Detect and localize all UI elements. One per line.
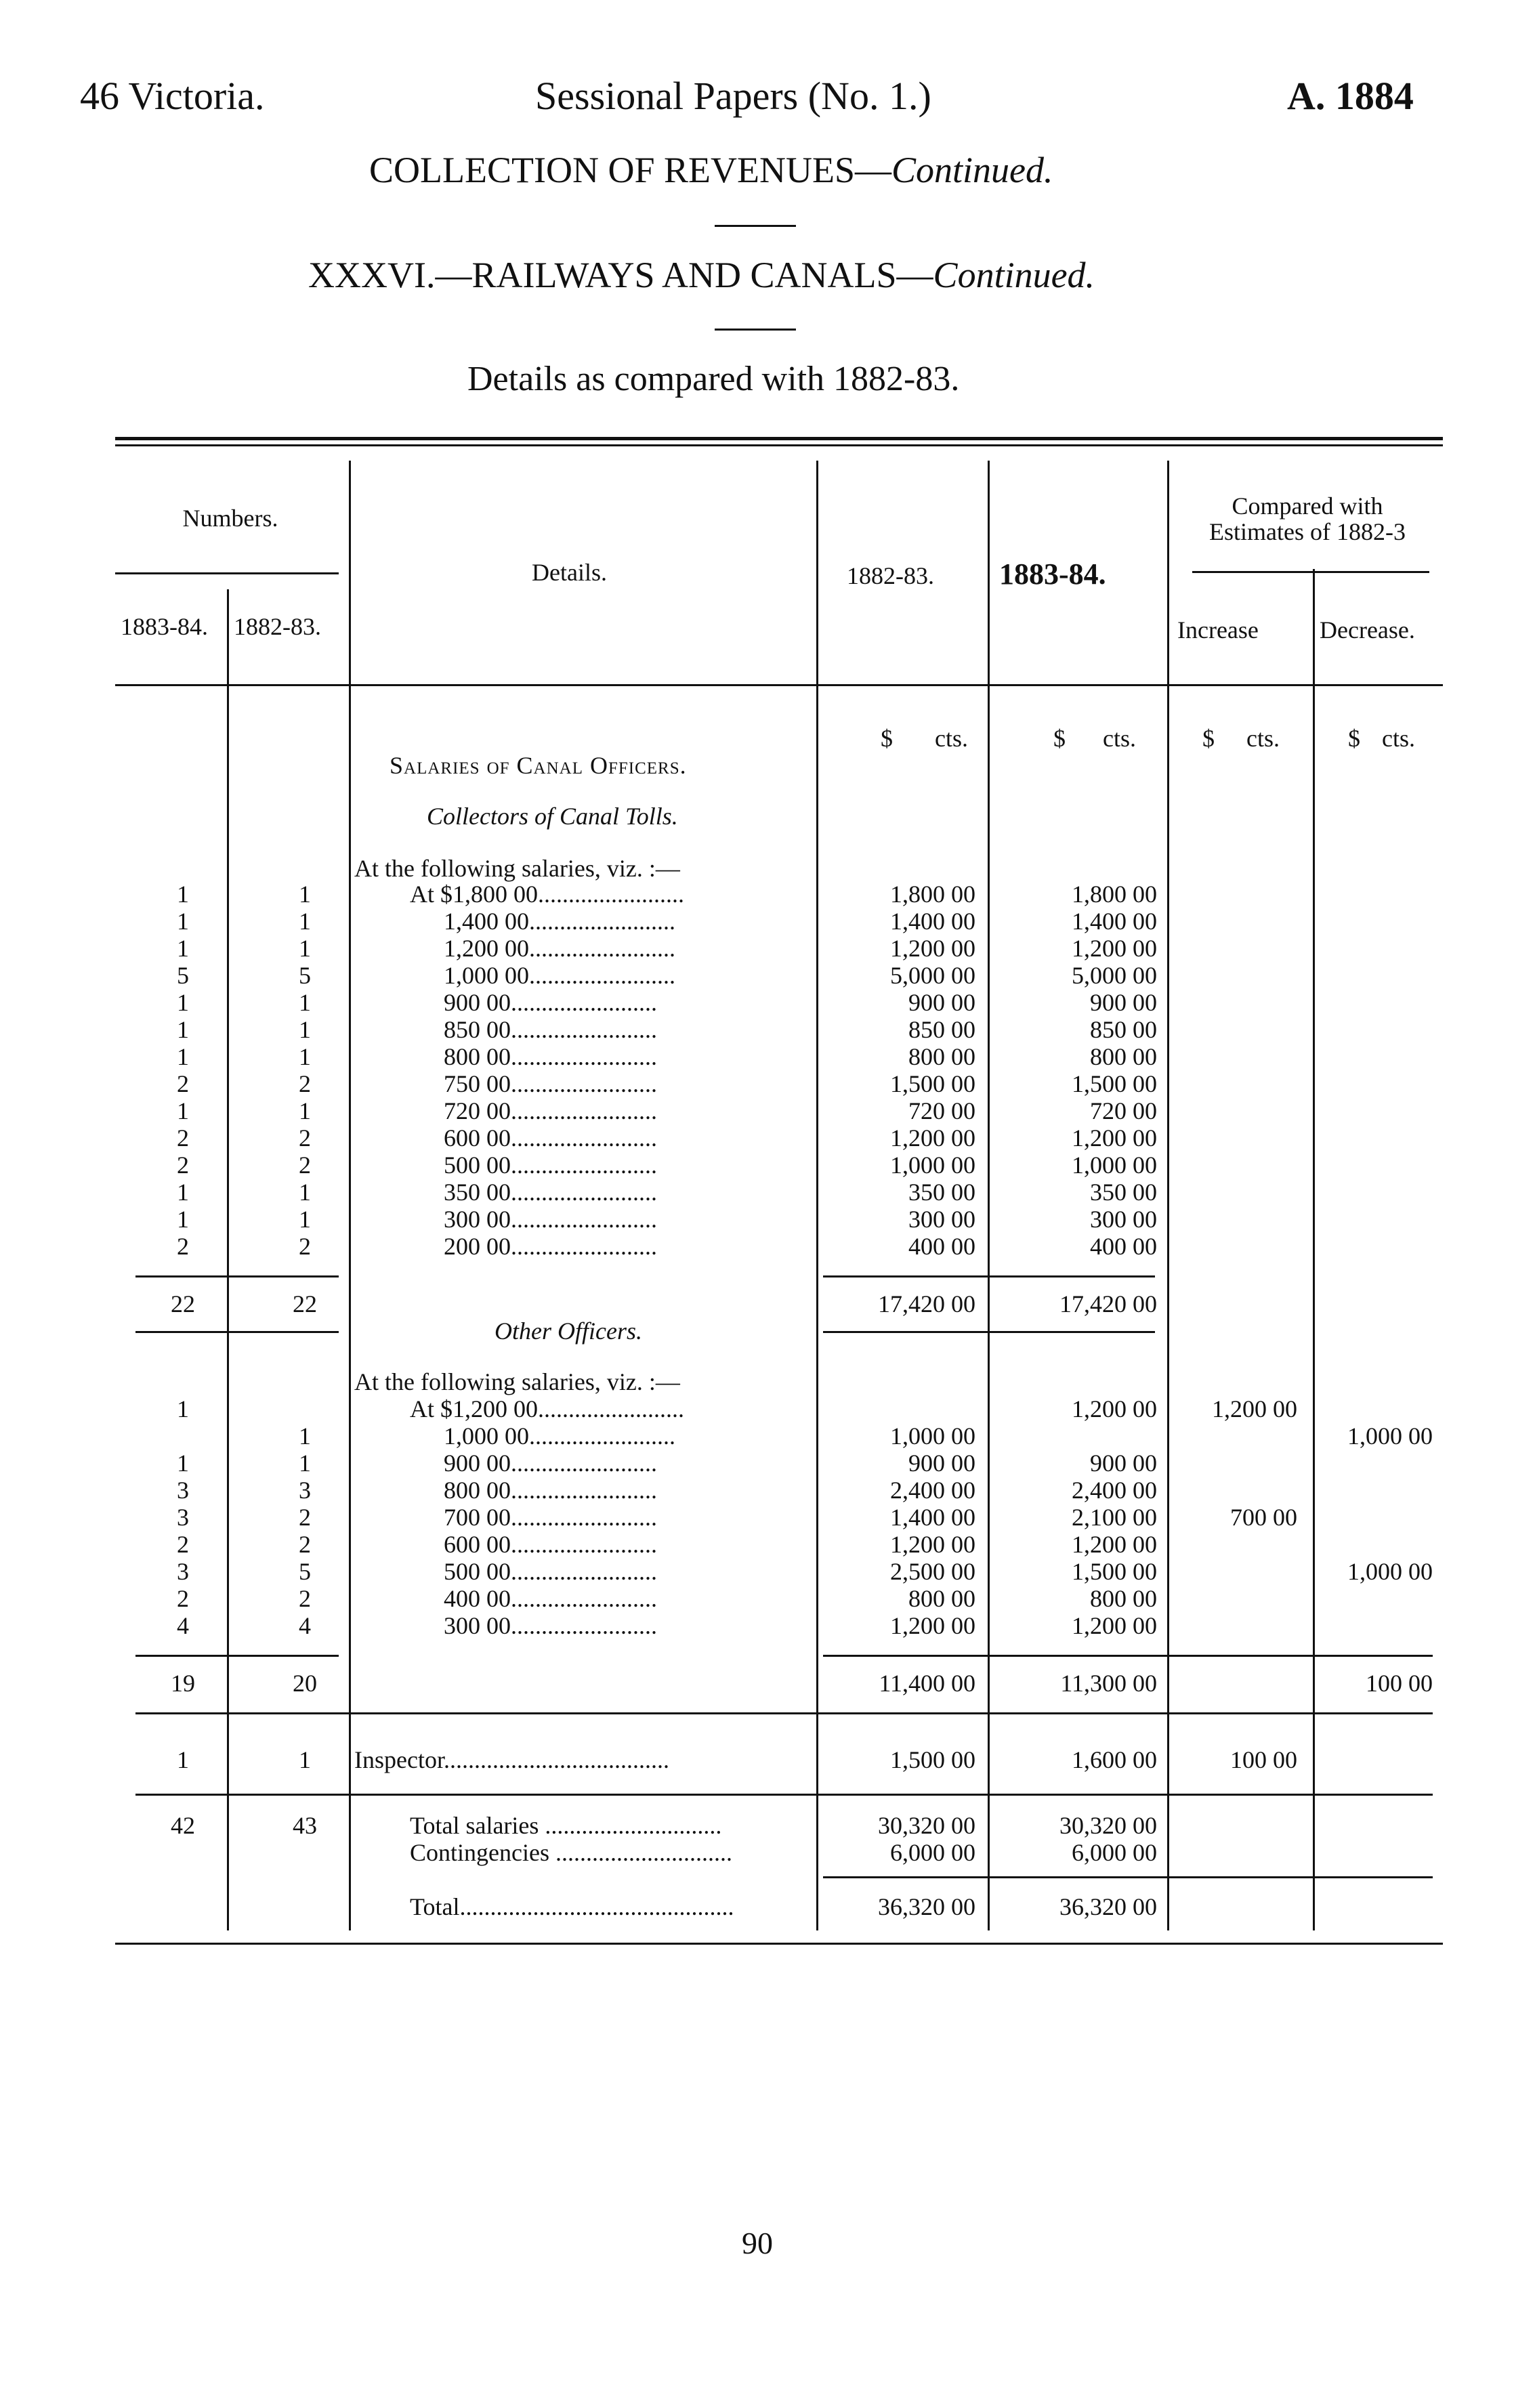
row-v83: 850 00 [908, 1016, 975, 1043]
inspector-v83: 1,500 00 [890, 1746, 975, 1773]
contingencies-text: Contingencies [410, 1839, 549, 1866]
header-compared-2: Estimates of 1882-3 [1209, 518, 1406, 545]
row-label-text: 500 00 [444, 1152, 511, 1179]
row-n84: 3 [177, 1477, 189, 1504]
row-label-text: 800 00 [444, 1043, 511, 1070]
row-label: 350 00........................ [444, 1179, 657, 1206]
s1-total-rule-top [135, 1275, 339, 1277]
section2-intro: At the following salaries, viz. :— [354, 1368, 680, 1395]
unit-dollar-4: $ [1348, 725, 1360, 752]
row-n83: 1 [299, 1422, 311, 1450]
row-n83: 2 [299, 1124, 311, 1152]
row-dec: 1,000 00 [1347, 1422, 1433, 1450]
row-n84: 4 [177, 1612, 189, 1639]
row-label-text: 1,200 00 [444, 935, 529, 962]
row-v84: 800 00 [1090, 1043, 1157, 1070]
row-label-text: 300 00 [444, 1206, 511, 1233]
row-n84: 2 [177, 1070, 189, 1097]
total-salaries-label: Total salaries ............................. [410, 1812, 722, 1839]
row-n84: 1 [177, 989, 189, 1016]
row-v84: 2,100 00 [1072, 1504, 1157, 1531]
row-label: 900 00........................ [444, 989, 657, 1016]
row-v83: 1,400 00 [890, 1504, 975, 1531]
unit-cts-2: cts. [1103, 725, 1136, 752]
header-center: Sessional Papers (No. 1.) [535, 74, 931, 118]
row-label: 200 00........................ [444, 1233, 657, 1260]
row-label: 900 00........................ [444, 1450, 657, 1477]
row-n83: 1 [299, 881, 311, 908]
title-line-2 [308, 254, 1095, 296]
header-num-1883-84: 1883-84. [121, 613, 208, 640]
row-n83: 5 [299, 1558, 311, 1585]
row-n83: 4 [299, 1612, 311, 1639]
row-n83: 2 [299, 1070, 311, 1097]
total-salaries-text: Total salaries [410, 1812, 539, 1839]
row-v84: 400 00 [1090, 1233, 1157, 1260]
details-heading: Details as compared with 1882-83. [467, 360, 960, 398]
row-v83: 1,200 00 [890, 935, 975, 962]
row-label: 800 00........................ [444, 1043, 657, 1070]
row-n83: 2 [299, 1504, 311, 1531]
row-v84: 2,400 00 [1072, 1477, 1157, 1504]
s1-total-v84: 17,420 00 [1059, 1290, 1157, 1317]
table-bottom-rule [115, 1943, 1443, 1945]
row-n83: 2 [299, 1585, 311, 1612]
row-label-text: 900 00 [444, 989, 511, 1016]
s1-total-n83: 22 [293, 1290, 317, 1317]
inspector-inc: 100 00 [1230, 1746, 1297, 1773]
title-main-1: COLLECTION OF REVENUES— [369, 150, 891, 190]
row-label: 500 00........................ [444, 1558, 657, 1585]
row-n83: 1 [299, 1097, 311, 1124]
s1-total-rule-bottom-b [823, 1331, 1155, 1333]
row-n84: 2 [177, 1585, 189, 1612]
header-compared: Compared with [1232, 492, 1383, 520]
row-label: 1,200 00........................ [444, 935, 675, 962]
row-v84: 850 00 [1090, 1016, 1157, 1043]
row-v84: 1,200 00 [1072, 935, 1157, 962]
row-v84: 5,000 00 [1072, 962, 1157, 989]
row-label-text: 900 00 [444, 1450, 511, 1477]
row-v84: 1,500 00 [1072, 1070, 1157, 1097]
row-v83: 2,400 00 [890, 1477, 975, 1504]
title-line-1 [369, 149, 1053, 191]
header-right: A. 1884 [1287, 74, 1414, 118]
section1-heading: Salaries of Canal Officers. [390, 752, 687, 779]
row-n84: 2 [177, 1152, 189, 1179]
row-label-text: 300 00 [444, 1612, 511, 1639]
row-v84: 1,200 00 [1072, 1531, 1157, 1558]
summary-n83: 43 [293, 1812, 317, 1839]
row-n83: 1 [299, 1206, 311, 1233]
row-label: 800 00........................ [444, 1477, 657, 1504]
total-label: Total............................................. [410, 1893, 734, 1920]
page-number: 90 [742, 2226, 773, 2260]
row-n84: 1 [177, 881, 189, 908]
row-label-text: 1,400 00 [444, 908, 529, 935]
row-n83: 1 [299, 935, 311, 962]
row-n84: 2 [177, 1233, 189, 1260]
row-v84: 800 00 [1090, 1585, 1157, 1612]
row-inc: 700 00 [1230, 1504, 1297, 1531]
row-n84: 1 [177, 1395, 189, 1422]
row-n84: 1 [177, 1206, 189, 1233]
row-label-text: 1,000 00 [444, 962, 529, 989]
summary-n84: 42 [171, 1812, 195, 1839]
col-line-c [816, 461, 818, 1930]
row-n84: 1 [177, 1450, 189, 1477]
row-label-text: 720 00 [444, 1097, 511, 1124]
row-v83: 1,400 00 [890, 908, 975, 935]
row-v84: 1,200 00 [1072, 1395, 1157, 1422]
row-n84: 3 [177, 1504, 189, 1531]
row-label: 400 00........................ [444, 1585, 657, 1612]
row-n83: 1 [299, 1016, 311, 1043]
row-v84: 1,400 00 [1072, 908, 1157, 935]
title-continued-1: Continued. [891, 150, 1053, 190]
unit-cts-4: cts. [1382, 725, 1415, 752]
row-v83: 400 00 [908, 1233, 975, 1260]
row-n83: 1 [299, 1450, 311, 1477]
row-label: 300 00........................ [444, 1612, 657, 1639]
row-v83: 5,000 00 [890, 962, 975, 989]
row-n83: 1 [299, 908, 311, 935]
row-n84: 1 [177, 1097, 189, 1124]
unit-cts-1: cts. [935, 725, 968, 752]
row-v84: 1,500 00 [1072, 1558, 1157, 1585]
s2-total-n84: 19 [171, 1670, 195, 1697]
row-label: 1,400 00........................ [444, 908, 675, 935]
total-salaries-v83: 30,320 00 [878, 1812, 975, 1839]
row-v83: 1,800 00 [890, 881, 975, 908]
row-v83: 1,200 00 [890, 1612, 975, 1639]
row-v84: 900 00 [1090, 989, 1157, 1016]
row-v83: 720 00 [908, 1097, 975, 1124]
inspector-label-text: Inspector [354, 1746, 444, 1773]
row-label-text: 200 00 [444, 1233, 511, 1260]
row-inc: 1,200 00 [1212, 1395, 1297, 1422]
inspector-n84: 1 [177, 1746, 189, 1773]
inspector-v84: 1,600 00 [1072, 1746, 1157, 1773]
row-v83: 1,000 00 [890, 1422, 975, 1450]
contingencies-label: Contingencies ............................. [410, 1839, 732, 1866]
title-continued-2: Continued. [933, 255, 1095, 295]
row-v84: 350 00 [1090, 1179, 1157, 1206]
header-decrease: Decrease. [1320, 616, 1415, 643]
s2-total-v84: 11,300 00 [1060, 1670, 1157, 1697]
row-n83: 1 [299, 1043, 311, 1070]
inspector-n83: 1 [299, 1746, 311, 1773]
header-bottom-rule [115, 684, 1443, 686]
row-v83: 1,000 00 [890, 1152, 975, 1179]
section1-subheading: Collectors of Canal Tolls. [427, 803, 678, 830]
row-label-text: 700 00 [444, 1504, 511, 1531]
header-increase: Increase [1177, 616, 1259, 643]
header-left: 46 Victoria. [80, 74, 265, 118]
row-n84: 1 [177, 908, 189, 935]
row-label-text: 500 00 [444, 1558, 511, 1585]
s2-total-dec: 100 00 [1366, 1670, 1433, 1697]
col-line-a [227, 589, 229, 1930]
unit-dollar-3: $ [1202, 725, 1215, 752]
row-label: 1,000 00........................ [444, 962, 675, 989]
s2-total-rule-top [135, 1655, 339, 1657]
col-line-e [1167, 461, 1169, 1930]
numbers-rule [115, 572, 339, 574]
summary-rule [823, 1876, 1433, 1878]
rule-2 [715, 329, 796, 331]
row-v84: 1,200 00 [1072, 1612, 1157, 1639]
col-line-d [988, 461, 990, 1930]
row-n84: 2 [177, 1531, 189, 1558]
row-n83: 2 [299, 1152, 311, 1179]
total-salaries-v84: 30,320 00 [1059, 1812, 1157, 1839]
row-n84: 1 [177, 935, 189, 962]
row-label: At $1,200 00........................ [410, 1395, 684, 1422]
row-n83: 1 [299, 989, 311, 1016]
row-label-text: 350 00 [444, 1179, 511, 1206]
row-v84: 300 00 [1090, 1206, 1157, 1233]
rule-1 [715, 225, 796, 227]
table-top-rule-2 [115, 444, 1443, 446]
inspector-label: Inspector..................................... [354, 1746, 669, 1773]
row-label-text: 600 00 [444, 1531, 511, 1558]
row-label: 600 00........................ [444, 1531, 657, 1558]
header-num-1882-83: 1882-83. [234, 613, 321, 640]
header-numbers: Numbers. [182, 505, 278, 532]
row-n83: 1 [299, 1179, 311, 1206]
row-n84: 5 [177, 962, 189, 989]
row-label-text: At $1,200 00 [410, 1395, 538, 1422]
row-v83: 1,200 00 [890, 1531, 975, 1558]
table-top-rule [115, 437, 1443, 440]
col-line-f [1313, 569, 1315, 1930]
compared-rule [1192, 571, 1429, 573]
contingencies-v83: 6,000 00 [890, 1839, 975, 1866]
row-v83: 2,500 00 [890, 1558, 975, 1585]
row-v84: 1,200 00 [1072, 1124, 1157, 1152]
row-n83: 2 [299, 1531, 311, 1558]
row-v83: 1,500 00 [890, 1070, 975, 1097]
row-label: 720 00........................ [444, 1097, 657, 1124]
s1-total-rule-bottom [135, 1331, 339, 1333]
row-v84: 900 00 [1090, 1450, 1157, 1477]
s2-total-rule-bottom [135, 1712, 1433, 1714]
row-label-text: At $1,800 00 [410, 881, 538, 908]
section2-heading: Other Officers. [495, 1317, 642, 1345]
row-label-text: 400 00 [444, 1585, 511, 1612]
row-v83: 800 00 [908, 1585, 975, 1612]
row-label: 500 00........................ [444, 1152, 657, 1179]
row-v83: 900 00 [908, 1450, 975, 1477]
row-v83: 350 00 [908, 1179, 975, 1206]
row-n84: 1 [177, 1179, 189, 1206]
unit-dollar-1: $ [881, 725, 893, 752]
header-1882-83: 1882-83. [847, 562, 934, 589]
inspector-rule [135, 1794, 1433, 1796]
row-n84: 2 [177, 1124, 189, 1152]
row-label: 850 00........................ [444, 1016, 657, 1043]
row-label-text: 800 00 [444, 1477, 511, 1504]
s2-total-rule-top-b [823, 1655, 1433, 1657]
title-main-2: XXXVI.—RAILWAYS AND CANALS— [308, 255, 933, 295]
row-v83: 1,200 00 [890, 1124, 975, 1152]
header-details: Details. [532, 559, 607, 586]
contingencies-v84: 6,000 00 [1072, 1839, 1157, 1866]
total-v84: 36,320 00 [1059, 1893, 1157, 1920]
row-v83: 900 00 [908, 989, 975, 1016]
row-label-text: 850 00 [444, 1016, 511, 1043]
row-n84: 1 [177, 1043, 189, 1070]
total-text: Total [410, 1893, 460, 1920]
row-n83: 2 [299, 1233, 311, 1260]
s1-total-rule-top-b [823, 1275, 1155, 1277]
row-n84: 1 [177, 1016, 189, 1043]
header-1883-84: 1883-84. [999, 557, 1106, 591]
row-n83: 3 [299, 1477, 311, 1504]
row-v84: 720 00 [1090, 1097, 1157, 1124]
s2-total-v83: 11,400 00 [879, 1670, 975, 1697]
row-v84: 1,800 00 [1072, 881, 1157, 908]
row-label-text: 750 00 [444, 1070, 511, 1097]
s2-total-n83: 20 [293, 1670, 317, 1697]
row-label-text: 600 00 [444, 1124, 511, 1152]
row-dec: 1,000 00 [1347, 1558, 1433, 1585]
row-n84: 3 [177, 1558, 189, 1585]
row-label-text: 1,000 00 [444, 1422, 529, 1450]
total-v83: 36,320 00 [878, 1893, 975, 1920]
s1-total-n84: 22 [171, 1290, 195, 1317]
row-label: At $1,800 00........................ [410, 881, 684, 908]
row-n83: 5 [299, 962, 311, 989]
row-label: 700 00........................ [444, 1504, 657, 1531]
row-label: 600 00........................ [444, 1124, 657, 1152]
row-label: 750 00........................ [444, 1070, 657, 1097]
unit-dollar-2: $ [1053, 725, 1066, 752]
unit-cts-3: cts. [1246, 725, 1280, 752]
row-v83: 300 00 [908, 1206, 975, 1233]
section1-intro: At the following salaries, viz. :— [354, 855, 680, 882]
row-label: 300 00........................ [444, 1206, 657, 1233]
row-label: 1,000 00........................ [444, 1422, 675, 1450]
row-v83: 800 00 [908, 1043, 975, 1070]
s1-total-v83: 17,420 00 [878, 1290, 975, 1317]
row-v84: 1,000 00 [1072, 1152, 1157, 1179]
